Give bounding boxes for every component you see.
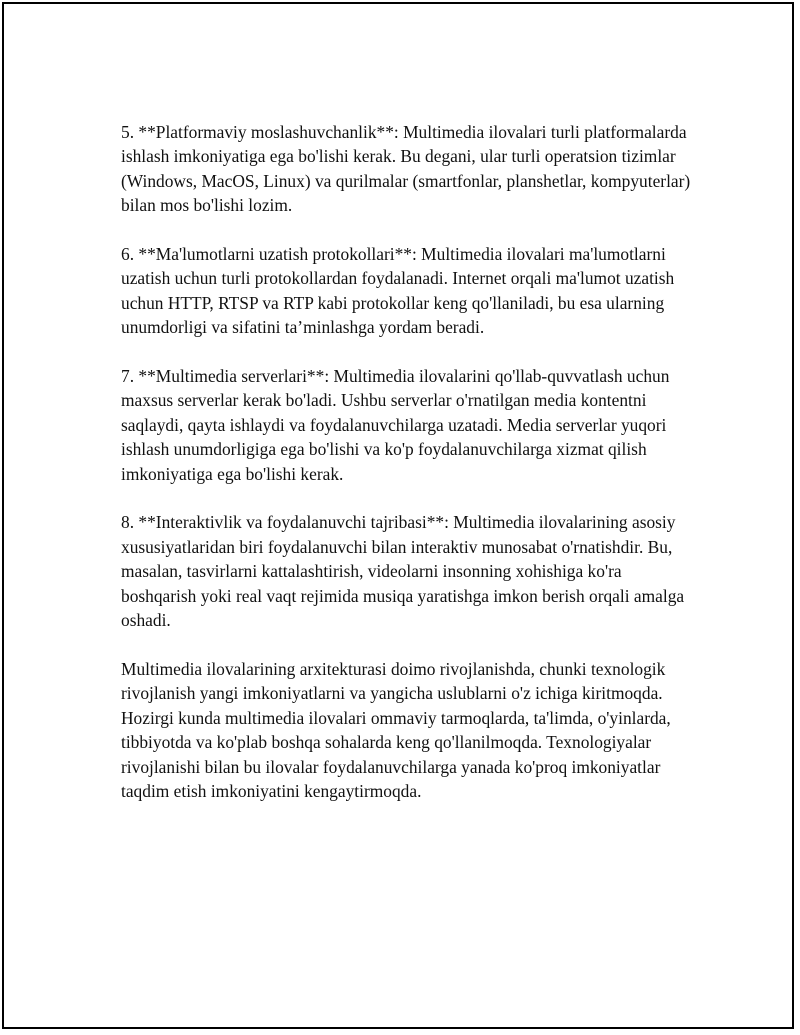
paragraph-multimedia-servers: 7. **Multimedia serverlari**: Multimedia ilovalarini qo'llab-quvvatlash uchun maxsus serverlar kerak bo'ladi. Ushbu serverlar o'rnatilgan media kontentni saqlaydi, qayta ishlaydi va foydalanuvchilarga uzatadi. Media serverlar yuqori ishlash unumdorligiga ega bo'lishi va ko'p foydalanuvchilarga xizmat qilish imkoniyatiga ega bo'lishi kerak. (121, 366, 670, 484)
document-body (121, 120, 696, 828)
paragraph-platform-adaptability: 5. **Platformaviy moslashuvchanlik**: Multimedia ilovalari turli platformalarda ishlash imkoniyatiga ega bo'lishi kerak. Bu degani, ular turli operatsion tizimlar (Windows, MacOS, Linux) va qurilmalar (smartfonlar, planshetlar, kompyuterlar) bilan mos bo'lishi lozim. (121, 122, 691, 216)
paragraph-conclusion: Multimedia ilovalarining arxitekturasi doimo rivojlanishda, chunki texnologik rivojlanish yangi imkoniyatlarni va yangicha uslublarni o'z ichiga kiritmoqda. Hozirgi kunda multimedia ilovalari ommaviy tarmoqlarda, ta'limda, o'yinlarda, tibbiyotda va ko'plab boshqa sohalarda keng qo'llanilmoqda. Texnologiyalar rivojlanishi bilan bu ilovalar foydalanuvchilarga yanada ko'proq imkoniyatlar taqdim etish imkoniyatini kengaytirmoqda. (121, 658, 671, 801)
paragraph-data-transfer-protocols: 6. **Ma'lumotlarni uzatish protokollari**: Multimedia ilovalari ma'lumotlarni uzatish uchun turli protokollardan foydalanadi. Internet orqali ma'lumot uzatish uchun HTTP, RTSP va RTP kabi protokollar keng qo'llaniladi, bu esa ularning unumdorligi va sifatini ta’minlashga yordam beradi. (121, 244, 675, 338)
paragraph-interactivity-user-experience: 8. **Interaktivlik va foydalanuvchi tajribasi**: Multimedia ilovalarining asosiy xususiyatlaridan biri foydalanuvchi bilan interaktiv munosabat o'rnatishdir. Bu, masalan, tasvirlarni kattalashtirish, videolarni insonning xohishiga ko'ra boshqarish yoki real vaqt rejimida musiqa yaratishga imkon berish orqali amalga oshadi. (121, 512, 685, 631)
document-page (2, 2, 794, 1029)
